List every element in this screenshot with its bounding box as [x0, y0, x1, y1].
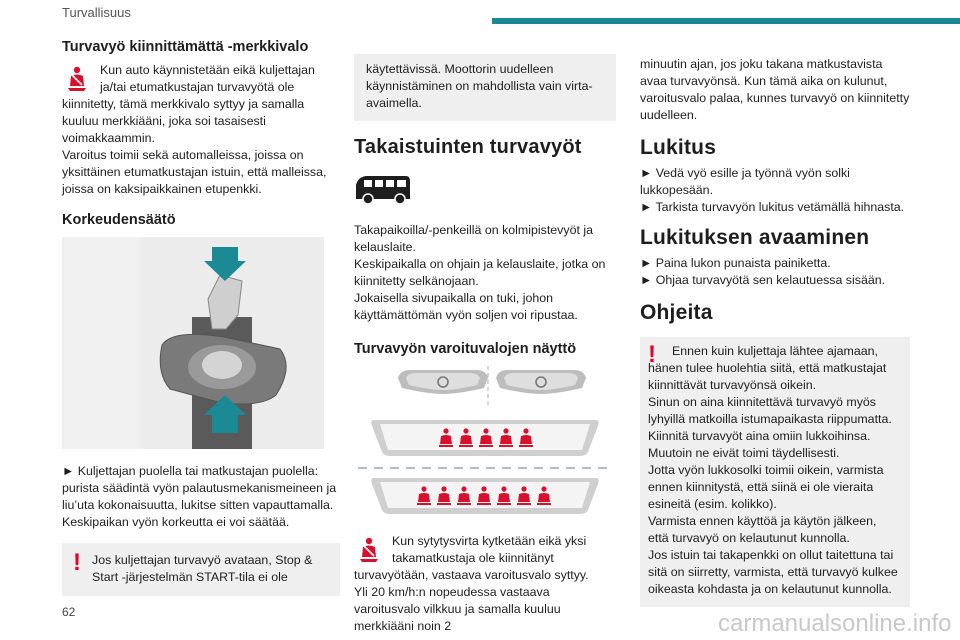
stop-start-warning-box	[62, 543, 340, 596]
warning-icon: !	[648, 341, 656, 368]
warning-icon: !	[73, 549, 81, 576]
height-adjust-step: ► Kuljettajan puolella tai matkustajan puolella: purista säädintä vyön palautusmekanismeineen ja liu’uta kokonaisuutta, lukitse sitten vapauttamalla.	[62, 464, 337, 512]
lock-step-2: ► Tarkista turvavyön lukitus vetämällä hihnasta.	[640, 200, 905, 214]
warning-text: Jos kuljettajan turvavyö avataan, Stop & Start -järjestelmän START-tila ei ole	[92, 553, 313, 584]
ignition-text: Kun sytytysvirta kytketään eikä yksi takamatkustaja ole kiinnitänyt turvavyötään, vastaava varoitusvalo syttyy.	[354, 534, 589, 582]
speed-text: Yli 20 km/h:n nopeudessa vastaava varoitusvalo vilkkuu ja samalla kuuluu merkkiääni noin 2	[354, 585, 561, 633]
rear-text-1: Takapaikoilla/-penkeillä on kolmipistevyöt ja kelauslaite.	[354, 223, 593, 254]
tips-box	[640, 337, 910, 607]
indicator-text-2: Varoitus toimii sekä automalleissa, joissa on yksittäinen etumatkustajan istuin, että malleissa, joissa on kaksipaikkainen etupenkki.	[62, 148, 327, 196]
header-accent-bar	[492, 18, 960, 24]
speed-text-continued: minuutin ajan, jos joku takana matkustavista avaa turvavyönsä. Kun tämä aika on kulunut, varoitusvalo palaa, kunnes turvavyö on kiinnitetty uudelleen.	[640, 57, 910, 122]
rear-belts-title: Takaistuinten turvavyöt	[354, 136, 582, 158]
section-header: Turvallisuus	[62, 5, 131, 20]
column-2	[354, 54, 616, 635]
seatbelt-warning-icon	[62, 64, 92, 94]
watermark: carmanualsonline.info	[718, 610, 952, 637]
warning-continued-text: käytettävissä. Moottorin uudelleen käynnistäminen on mahdollista vain virta-avaimella.	[366, 62, 593, 110]
belt-anchor-diagram	[62, 237, 324, 449]
column-3	[640, 56, 910, 607]
indicator-title: Turvavyö kiinnittämättä -merkkivalo	[62, 39, 309, 55]
unlock-step-2: ► Ohjaa turvavyötä sen kelautuessa sisään.	[640, 273, 886, 287]
tips-text: Ennen kuin kuljettaja lähtee ajamaan, hänen tulee huolehtia siitä, että matkustajat kiinnittävät turvavyönsä oikein. Sinun on aina kiinnitettävä turvavyö myös lyhyillä matkoilla istumapaikasta riippumatta. Kiinnitä turvavyöt aina omiin lukkoihinsa. Muutoin ne eivät toimi täydellisesti. Jotta vyön lukkosolki toimii oikein, varmista ennen kiinnitystä, että siinä ei ole vieraita esineitä (esim. kolikko). Varmista ennen käyttöä ja käytön jälkeen, että turvavyö on kelautunut kunnolla. Jos istuin tai takapenkki on ollut taitettuna tai sitä on siirretty, varmista, että turvavyö kulkee oikeasta kohdasta ja on kelautunut kunnolla.	[648, 344, 898, 596]
display-title: Turvavyön varoituvalojen näyttö	[354, 341, 577, 357]
rear-text-2: Keskipaikalla on ohjain ja kelauslaite, jotka on kiinnitetty selkänojaan.	[354, 257, 606, 288]
height-adjust-illustration	[62, 237, 324, 449]
stop-start-warning-continued	[354, 54, 616, 121]
lock-step-1: ► Vedä vyö esille ja työnnä vyön solki lukkopesään.	[640, 166, 850, 197]
mirror-left	[398, 370, 488, 394]
warning-display-illustration	[354, 366, 616, 516]
unlock-title: Lukituksen avaaminen	[640, 226, 870, 249]
van-icon	[354, 171, 412, 205]
unlock-step-1: ► Paina lukon punaista painiketta.	[640, 256, 831, 270]
height-adjust-title: Korkeudensäätö	[62, 212, 176, 228]
column-1	[62, 40, 340, 596]
indicator-text: Kun auto käynnistetään eikä kuljettajan ja/tai etumatkustajan turvavyötä ole kiinnitetty, tämä merkkivalo syttyy ja samalla kuuluu merkkiääni, joka soi tasaisesti voimakkaammin.	[62, 63, 315, 145]
height-adjust-note: Keskipaikan vyön korkeutta ei voi säätää.	[62, 515, 290, 529]
mirror-right	[496, 370, 586, 394]
tips-title: Ohjeita	[640, 301, 713, 324]
seatbelt-warning-icon	[354, 535, 384, 565]
rear-text-3: Jokaisella sivupaikalla on tuki, johon käyttämättömän vyön soljen voi ripustaa.	[354, 291, 578, 322]
page-number: 62	[62, 605, 76, 619]
lock-title: Lukitus	[640, 136, 717, 159]
